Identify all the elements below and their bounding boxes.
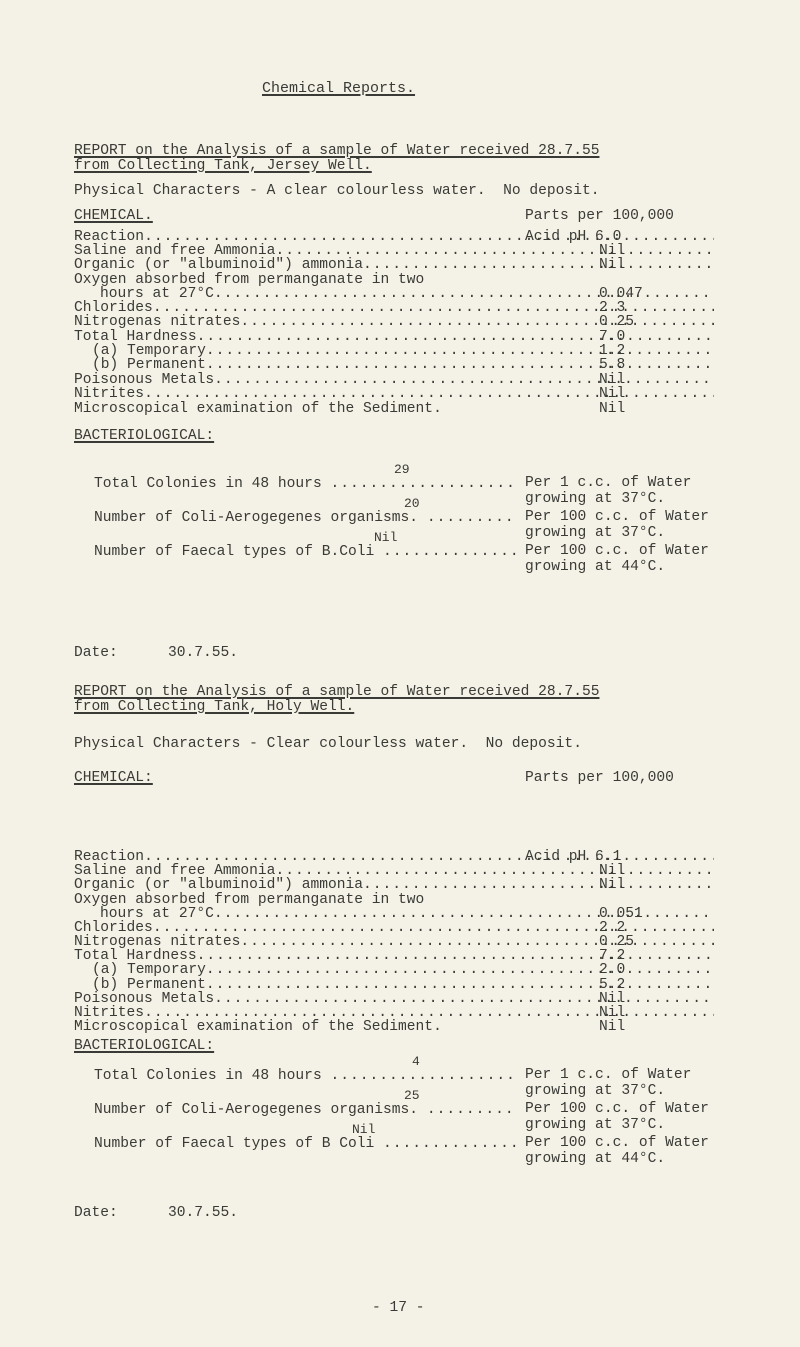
chemical-value: Acid pH 6.0: [525, 229, 622, 245]
chemical-value: Nil: [599, 372, 626, 388]
unit-line1: Per 100 c.c. of Water: [525, 1101, 709, 1117]
chemical-value: 7.2: [599, 948, 626, 964]
bacteriological-label: Number of Coli-Aerogegenes organisms.: [94, 510, 419, 526]
chemical-label: Poisonous Metals: [74, 372, 215, 388]
bacteriological-label: Number of Faecal types of B Coli: [94, 1136, 375, 1152]
chemical-label: hours at 27°C: [100, 906, 214, 922]
chemical-value: 0.047: [599, 286, 643, 302]
chemical-label: (b) Permanent: [92, 357, 206, 373]
unit-line2: growing at 37°C.: [525, 490, 666, 507]
report-heading-line2: from Collecting Tank, Holy Well.: [74, 699, 355, 715]
chemical-row: [74, 300, 714, 315]
chemical-label: Nitrites: [74, 386, 145, 402]
chemical-row: [74, 272, 714, 287]
leader-dots: [383, 544, 516, 560]
unit-line2: growing at 44°C.: [525, 558, 666, 575]
chemical-value: 2.3: [599, 300, 626, 316]
chemical-label: Nitrogenas nitrates: [74, 934, 241, 950]
chemical-row: [74, 948, 714, 963]
unit-line1: Per 100 c.c. of Water: [525, 1135, 709, 1151]
chemical-row: [74, 877, 714, 892]
chemical-row: [74, 863, 714, 878]
bacteriological-value: 25: [404, 1088, 420, 1103]
chemical-value: Nil: [599, 386, 626, 402]
chemical-label: Total Hardness: [74, 948, 197, 964]
leader-dots: [330, 1068, 516, 1084]
chemical-value: 2.2: [599, 920, 626, 936]
chemical-label: Saline and free Ammonia: [74, 863, 276, 879]
leader-dots: [206, 962, 714, 978]
chemical-label: Nitrites: [74, 1005, 145, 1021]
chemical-row: [74, 343, 714, 358]
chemical-label: Microscopical examination of the Sediment.: [74, 1019, 442, 1035]
report-heading-line1: REPORT on the Analysis of a sample of Water received 28.7.55: [74, 143, 600, 159]
chemical-label: Chlorides: [74, 300, 153, 316]
leader-dots: [363, 257, 714, 273]
physical-characters: Physical Characters - A clear colourless water. No deposit.: [74, 183, 600, 199]
chemical-row: [74, 229, 714, 244]
bacteriological-label: Total Colonies in 48 hours: [94, 476, 322, 492]
units-label: Parts per 100,000: [525, 770, 674, 786]
chemical-label: (b) Permanent: [92, 977, 206, 993]
chemical-value: 0.25: [599, 314, 635, 330]
chemical-row: [74, 920, 714, 935]
chemical-label: (a) Temporary: [92, 962, 206, 978]
date-label: Date:: [74, 1205, 118, 1221]
chemical-label: Oxygen absorbed from permanganate in two: [74, 272, 425, 288]
unit-line1: Per 1 c.c. of Water: [525, 475, 692, 491]
unit-line2: growing at 44°C.: [525, 1150, 666, 1167]
leader-dots: [427, 1102, 516, 1118]
chemical-row: [74, 849, 714, 864]
chemical-label: Poisonous Metals: [74, 991, 215, 1007]
chemical-label: Chlorides: [74, 920, 153, 936]
chemical-label: Saline and free Ammonia: [74, 243, 276, 259]
chemical-row: [74, 329, 714, 344]
chemical-row: [74, 906, 714, 921]
unit-line1: Per 100 c.c. of Water: [525, 509, 709, 525]
bacteriological-heading: BACTERIOLOGICAL:: [74, 428, 215, 444]
chemical-label: Nitrogenas nitrates: [74, 314, 241, 330]
page-number: - 17 -: [372, 1300, 425, 1316]
unit-line2: growing at 37°C.: [525, 1082, 666, 1099]
chemical-row: [74, 991, 714, 1006]
chemical-value: 5.2: [599, 977, 626, 993]
chemical-value: 1.2: [599, 343, 626, 359]
chemical-value: Nil: [599, 257, 626, 273]
bacteriological-value: 29: [394, 462, 410, 477]
chemical-row: [74, 892, 714, 907]
chemical-row: [74, 257, 714, 272]
chemical-value: 0.051: [599, 906, 643, 922]
chemical-value: Nil: [599, 877, 626, 893]
chemical-value: Acid pH 6.1: [525, 849, 622, 865]
chemical-row: [74, 314, 714, 329]
chemical-row: [74, 977, 714, 992]
report-heading-line2: from Collecting Tank, Jersey Well.: [74, 158, 372, 174]
chemical-row: [74, 962, 714, 977]
bacteriological-value: Nil: [352, 1122, 376, 1137]
bacteriological-value: 20: [404, 496, 420, 511]
leader-dots: [427, 510, 516, 526]
chemical-row: [74, 401, 714, 416]
chemical-value: Nil: [599, 991, 626, 1007]
chemical-value: 7.0: [599, 329, 626, 345]
chemical-label: Organic (or "albuminoid") ammonia: [74, 257, 364, 273]
units-label: Parts per 100,000: [525, 208, 674, 224]
unit-line2: growing at 37°C.: [525, 1116, 666, 1133]
leader-dots: [363, 877, 714, 893]
chemical-heading: CHEMICAL:: [74, 770, 153, 786]
chemical-label: Total Hardness: [74, 329, 197, 345]
physical-characters: Physical Characters - Clear colourless water. No deposit.: [74, 736, 582, 752]
leader-dots: [330, 476, 516, 492]
bacteriological-label: Number of Coli-Aerogegenes organisms.: [94, 1102, 419, 1118]
leader-dots: [383, 1136, 516, 1152]
chemical-row: [74, 1005, 714, 1020]
bacteriological-heading: BACTERIOLOGICAL:: [74, 1038, 215, 1054]
date-label: Date:: [74, 645, 118, 661]
chemical-label: Organic (or "albuminoid") ammonia: [74, 877, 364, 893]
chemical-value: Nil: [599, 243, 626, 259]
report-date: 30.7.55.: [168, 1205, 239, 1221]
bacteriological-label: Total Colonies in 48 hours: [94, 1068, 322, 1084]
chemical-label: hours at 27°C: [100, 286, 214, 302]
chemical-heading: CHEMICAL.: [74, 208, 153, 224]
leader-dots: [206, 357, 714, 373]
chemical-row: [74, 1019, 714, 1034]
chemical-row: [74, 372, 714, 387]
chemical-label: Oxygen absorbed from permanganate in two: [74, 892, 425, 908]
chemical-label: (a) Temporary: [92, 343, 206, 359]
unit-line2: growing at 37°C.: [525, 524, 666, 541]
chemical-label: Reaction: [74, 229, 145, 245]
report-date: 30.7.55.: [168, 645, 239, 661]
chemical-label: Reaction: [74, 849, 145, 865]
chemical-value: Nil: [599, 863, 626, 879]
leader-dots: [144, 386, 714, 402]
report-heading-line1: REPORT on the Analysis of a sample of Water received 28.7.55: [74, 684, 600, 700]
chemical-value: 2.0: [599, 962, 626, 978]
leader-dots: [240, 314, 714, 330]
chemical-row: [74, 286, 714, 301]
bacteriological-value: Nil: [374, 530, 398, 545]
page-title: Chemical Reports.: [262, 80, 416, 97]
chemical-value: 5.8: [599, 357, 626, 373]
unit-line1: Per 1 c.c. of Water: [525, 1067, 692, 1083]
chemical-row: [74, 386, 714, 401]
chemical-value: Nil: [599, 1005, 626, 1021]
chemical-value: Nil: [599, 401, 626, 417]
bacteriological-value: 4: [412, 1054, 420, 1069]
chemical-row: [74, 934, 714, 949]
chemical-label: Microscopical examination of the Sediment.: [74, 401, 442, 417]
chemical-row: [74, 357, 714, 372]
chemical-row: [74, 243, 714, 258]
chemical-value: Nil: [599, 1019, 626, 1035]
unit-line1: Per 100 c.c. of Water: [525, 543, 709, 559]
chemical-value: 0.25: [599, 934, 635, 950]
bacteriological-label: Number of Faecal types of B.Coli: [94, 544, 375, 560]
